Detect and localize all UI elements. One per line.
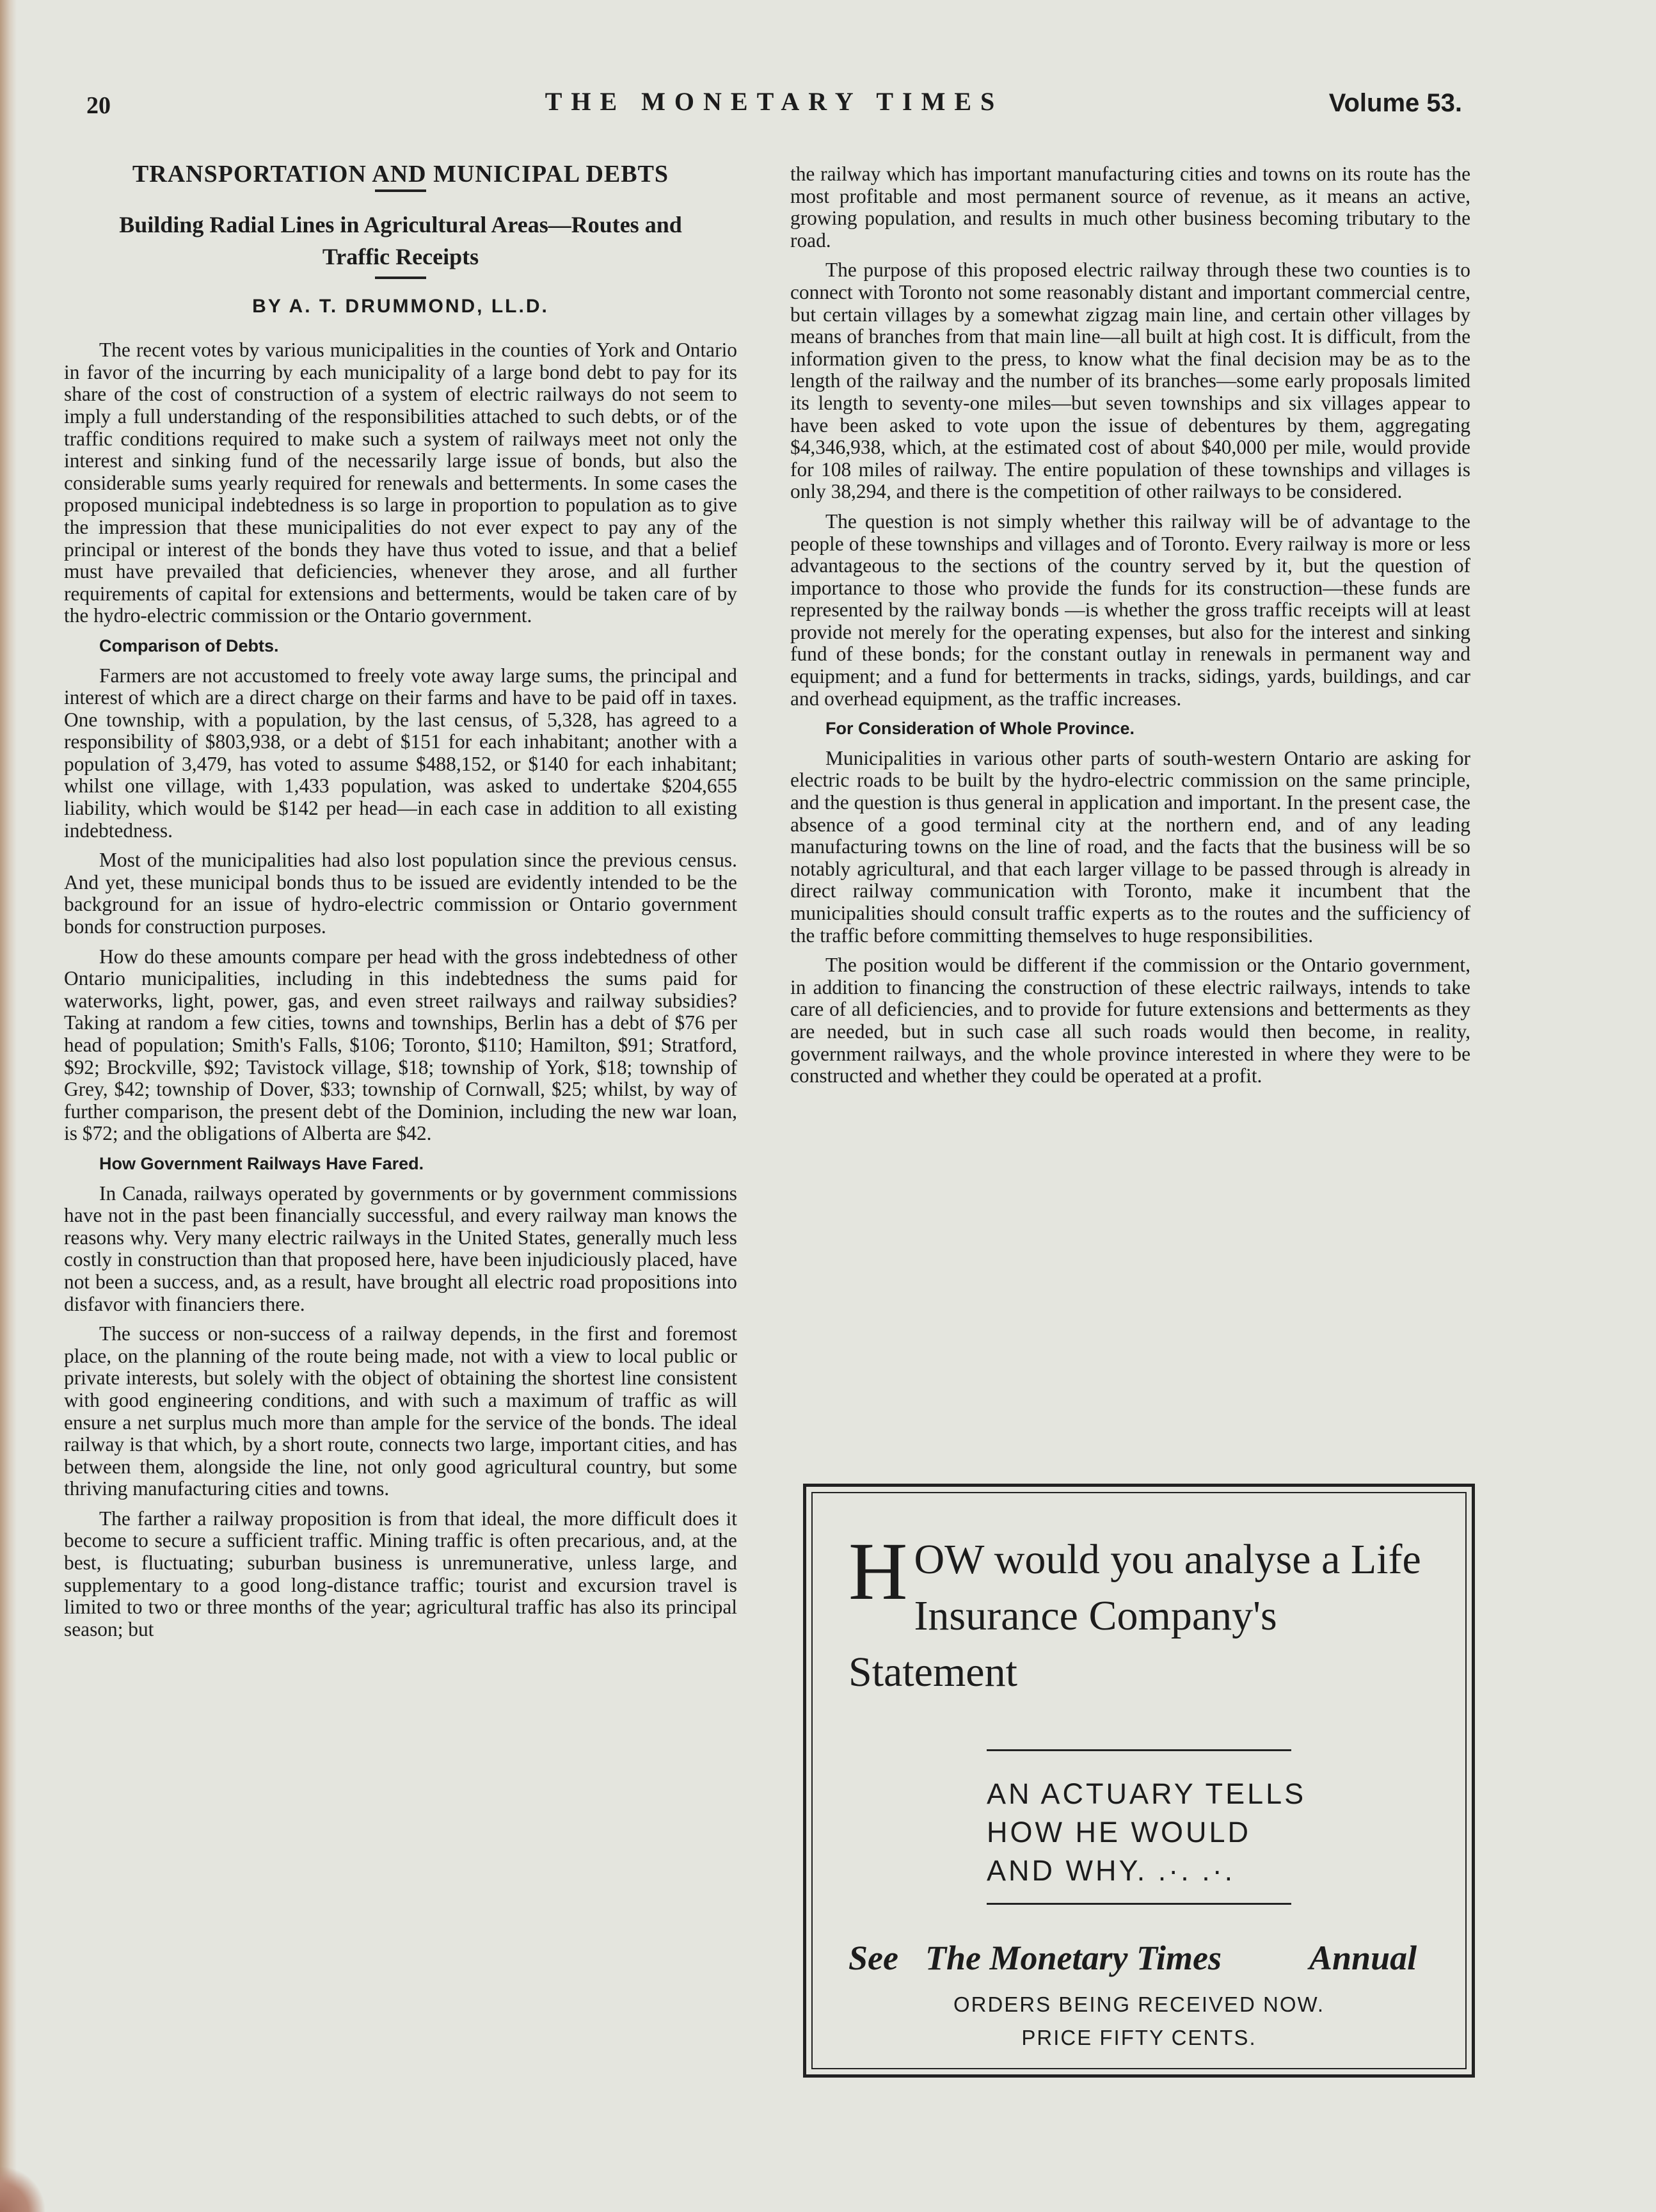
- ad-orders-line: ORDERS BEING RECEIVED NOW.: [953, 1992, 1325, 2016]
- ad-see-word: See: [848, 1939, 898, 1977]
- subtitle-rule: [375, 276, 426, 279]
- subtitle-line-1: Building Radial Lines in Agricultural Areas—Routes and: [119, 211, 682, 237]
- article-subtitle: [64, 209, 737, 273]
- section-heading: For Consideration of Whole Province.: [825, 719, 1135, 739]
- section-heading: Comparison of Debts.: [99, 636, 279, 655]
- advertisement-inner-frame: [811, 1492, 1467, 2069]
- ad-rule-top: [987, 1749, 1291, 1751]
- page-number: 20: [86, 92, 111, 119]
- ad-actuary-line-3: AND WHY. .·. .·.: [987, 1854, 1236, 1887]
- paragraph: Most of the municipalities had also lost population since the previous census. And yet, these municipal bonds thus to be issued are evidently intended to be the background for an issue of hydro-electric commission or Ontario government bonds for construction purposes.: [64, 849, 737, 938]
- ad-price-line: PRICE FIFTY CENTS.: [1021, 2026, 1257, 2049]
- paragraph: The recent votes by various municipalities in the counties of York and Ontario in favor of the incurring by each municipality of a large bond debt to pay for its share of the cost of construction of a system of electric railways do not seem to imply a full understanding of the responsibilities attached to such debts, or of the traffic conditions required to make such a system of railways meet not only the interest and sinking fund of the necessarily large issue of bonds, but also the considerable sums yearly required for renewals and betterments. In some cases the proposed municipal indebtedness is so large in proportion to population as to give the impression that these municipalities do not ever expect to pay any of the principal or interest of the bonds they have thus voted to issue, and that a belief must have prevailed that deficiencies, whenever they arose, and all further requirements of capital for extensions and betterments, would be taken care of by the hydro-electric commission or the Ontario government.: [64, 339, 737, 627]
- paragraph: The question is not simply whether this railway will be of advantage to the people of these townships and villages and of Toronto. Every railway is more or less advantageous to the sections of the country served by it, but the question of importance to those who provide the funds for its construction—these funds are represented by the railway bonds —is whether the gross traffic receipts will at least provide not merely for the operating expenses, but also for the interest and sinking fund of these bonds; for the constant outlay in renewals in permanent way and equipment; and a fund for betterments in tracks, sidings, yards, buildings, and car and overhead equipment, as the traffic increases.: [790, 509, 1470, 710]
- ad-rule-bottom: [987, 1903, 1291, 1905]
- left-column: [64, 163, 737, 1648]
- ad-drop-cap: H: [848, 1526, 908, 1617]
- scanner-thumb: [0, 2167, 45, 2212]
- page-binding-edge: [0, 0, 17, 2212]
- advertisement-box: [803, 1484, 1475, 2078]
- paragraph: Farmers are not accustomed to freely vote away large sums, the principal and interest of which are a direct charge on their farms and have to be paid off in taxes. One township, with a population, by the last census, of 5,328, has agreed to a responsibility of $803,938, or a debt of $151 for each inhabitant; another with a population of 3,479, has voted to assume $488,152, or $140 for each inhabitant; whilst one village, with 1,433 population, was asked to undertake $204,655 liability, which would be $142 per head—in each case in addition to all existing indebtedness.: [64, 664, 737, 842]
- ad-actuary-block: [987, 1775, 1306, 1890]
- ad-actuary-line-1: AN ACTUARY TELLS: [987, 1777, 1307, 1810]
- paragraph: In Canada, railways operated by governments or by government commissions have not in the past been financially successful, and every railway man knows the reasons why. Very many electric railways in the United States, generally much less costly in construction than that proposed here, have been injudiciously placed, have not been a success, and, as a result, have brought all electric road propositions into disfavor with financiers there.: [64, 1182, 737, 1315]
- ad-publication-name: The Monetary Times: [925, 1939, 1222, 1977]
- ad-actuary-line-2: HOW HE WOULD: [987, 1816, 1251, 1848]
- ad-headline: [848, 1526, 1424, 1701]
- paragraph: the railway which has important manufacturing cities and towns on its route has the most profitable and most permanent source of revenue, as it means an active, growing population, and results in much other business becoming tributary to the road.: [790, 163, 1470, 252]
- page-header: [86, 86, 1462, 125]
- paragraph: The success or non-success of a railway depends, in the first and foremost place, on the planning of the route being made, not with a view to local public or private interests, but solely with the object of obtaining the shortest line consistent with good engineering conditions, and with such a maximum of traffic as will ensure a net surplus much more than ample for the service of the bonds. The ideal railway is that which, by a short route, connects two large, important cities, and has between them, alongside the line, not only good agricultural country, but some thriving manufacturing cities and towns.: [64, 1322, 737, 1500]
- paragraph: The purpose of this proposed electric railway through these two counties is to connect with Toronto not some reasonably distant and important commercial centre, but certain villages by a somewhat zigzag main line, and certain other villages by means of branches from that main line—all built at high cost. It is difficult, from the information given to the press, to know what the final decision may be as to the length of the railway and the number of its branches—some early proposals limited its length to seventy-one miles—but seven townships and six villages appear to have been asked to vote upon the issue of debentures by them, aggregating $4,346,938, which, at the estimated cost of about $40,000 per mile, would provide for 108 miles of railway. The entire population of these townships and villages is only 38,294, and there is the competition of other railways to be considered.: [790, 259, 1470, 503]
- subtitle-line-2: Traffic Receipts: [322, 243, 479, 269]
- section-heading: How Government Railways Have Fared.: [99, 1153, 424, 1173]
- paragraph: The position would be different if the commission or the Ontario government, in addition to financing the construction of these electric railways, intends to take care of all deficiencies, and to provide for future extensions and betterments as they are needed, but in such case all such roads would then become, in reality, government railways, and the whole province interested in where they were to be constructed and whether they could be operated at a profit.: [790, 954, 1470, 1087]
- article-title: TRANSPORTATION AND MUNICIPAL DEBTS: [132, 161, 669, 188]
- volume-label: Volume 53.: [1328, 89, 1462, 117]
- paragraph: The farther a railway proposition is from that ideal, the more difficult does it become to secure a sufficient traffic. Mining traffic is often precarious, and, at the best, is fluctuating; suburban business is unremunerative, unless large, and supplementary to a good long-distance traffic; tourist and excursion travel is limited to two or three months of the year; agricultural traffic has also its principal season; but: [64, 1507, 737, 1640]
- byline: BY A. T. DRUMMOND, LL.D.: [252, 295, 549, 317]
- ad-annual-word: Annual: [1309, 1939, 1417, 1977]
- paragraph: How do these amounts compare per head with the gross indebtedness of other Ontario municipalities, including in this indebtedness the sums paid for waterworks, light, power, gas, and even street railways and railway subsidies? Taking at random a few cities, towns and townships, Berlin has a debt of $76 per head of population; Smith's Falls, $106; Toronto, $110; Hamilton, $91; Stratford, $92; Brockville, $92; Tavistock village, $18; township of York, $18; township of Grey, $42; township of Dover, $33; township of Cornwall, $25; whilst, by way of further comparison, the present debt of the Dominion, including the new war loan, is $72; and the obligations of Alberta are $42.: [64, 945, 737, 1145]
- ad-headline-text: OW would you analyse a Life Insurance Company's Statement: [848, 1536, 1421, 1695]
- title-rule: [375, 189, 426, 192]
- right-column: [790, 163, 1470, 1095]
- running-title: THE MONETARY TIMES: [545, 87, 1004, 116]
- paragraph: Municipalities in various other parts of south-western Ontario are asking for electric roads to be built by the hydro-electric commission on the same principle, and the question is thus general in application and important. In the present case, the absence of a good terminal city at the northern end, and of any leading manufacturing towns on the line of road, and the facts that the business will be so notably agricultural, and that each larger village to be passed through is already in direct railway communication with Toronto, make it incumbent that the municipalities should consult traffic experts as to the routes and the sufficiency of the traffic before committing themselves to huge responsibilities.: [790, 746, 1470, 947]
